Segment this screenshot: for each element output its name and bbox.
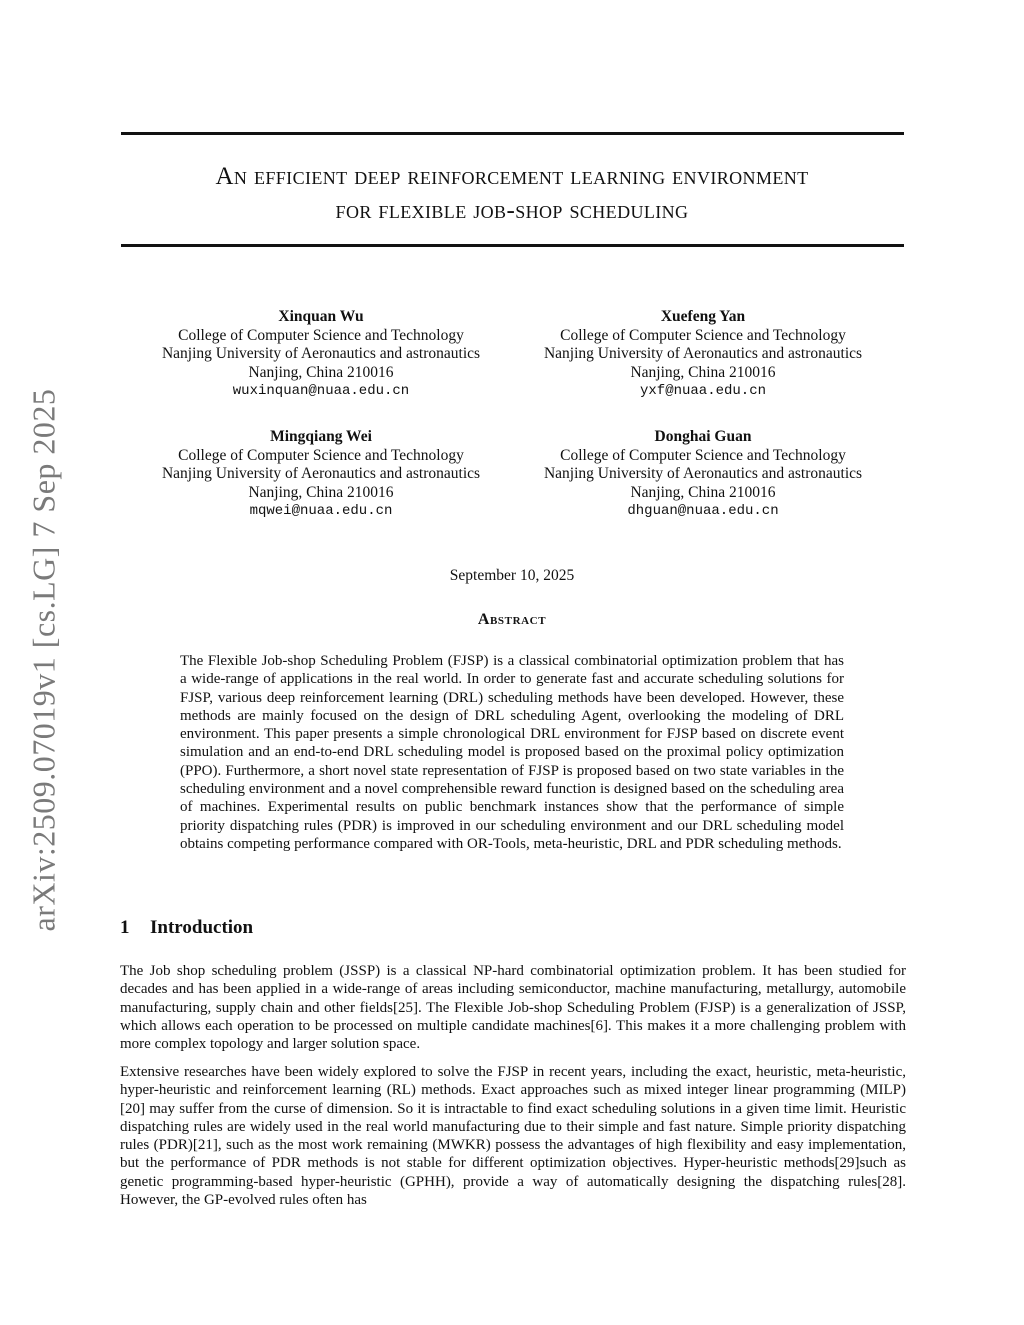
section-number: 1 [120, 917, 130, 938]
author-name: Xuefeng Yan [660, 308, 746, 325]
author-email[interactable]: wuxinquan@nuaa.edu.cn [232, 383, 410, 399]
author-university: Nanjing University of Aeronautics and astronautics [161, 345, 481, 362]
abstract-heading: Abstract [477, 611, 547, 628]
paper-title-line-2: for flexible job-shop scheduling [335, 197, 689, 224]
author-university: Nanjing University of Aeronautics and astronautics [161, 465, 481, 482]
author-block-2 [518, 308, 888, 401]
abstract-text: The Flexible Job-shop Scheduling Problem (FJSP) is a classical combinatorial optimization problem that has a wide-range of applications in the real world. In order to generate fast and accurate scheduling solutions for FJSP, various deep reinforcement learning (DRL) scheduling methods have been developed. However, these methods are mainly focused on the design of DRL scheduling Agent, overlooking the modeling of DRL environment. This paper presents a simple chronological DRL environment for FJSP based on discrete event simulation and an end-to-end DRL scheduling model is proposed based on the proximal policy optimization (PPO). Furthermore, a short novel state representation of FJSP is proposed based on two state variables in the scheduling environment and a novel comprehensible reward function is designed based on the scheduling area of machines. Experimental results on public benchmark instances show that the performance of simple priority dispatching rules (PDR) is improved in our scheduling environment and our DRL scheduling model obtains competing performance compared with OR-Tools, meta-heuristic, DRL and PDR scheduling methods. [180, 653, 844, 852]
author-email[interactable]: dhguan@nuaa.edu.cn [627, 503, 779, 519]
author-department: College of Computer Science and Technology [178, 446, 464, 464]
author-email[interactable]: yxf@nuaa.edu.cn [639, 383, 767, 399]
author-university: Nanjing University of Aeronautics and astronautics [543, 465, 863, 482]
author-name: Mingqiang Wei [270, 428, 372, 445]
paper-title [110, 160, 914, 228]
title-bottom-rule [121, 244, 904, 247]
author-name: Donghai Guan [654, 428, 752, 445]
author-block-3 [136, 428, 506, 521]
section-title: Introduction [150, 917, 254, 938]
author-city: Nanjing, China 210016 [248, 363, 394, 381]
author-city: Nanjing, China 210016 [630, 483, 776, 501]
paragraph: Extensive researches have been widely explored to solve the FJSP in recent years, including the exact, heuristic, meta-heuristic, hyper-heuristic and reinforcement learning (RL) methods. Exact approaches such as mixed integer linear programming (MILP) [20] may suffer from the curse of dimension. So it is intractable to find exact scheduling solutions in a given time limit. Heuristic dispatching rules are widely used in the real world manufacturing due to their simple and fast nature. Simple priority dispatching rules (PDR)[21], such as the most work remaining (MWKR) possess the advantages of high flexibility and easy implementation, but the performance of PDR methods is not stable for different optimization objectives. Hyper-heuristic methods[29]such as genetic programming-based hyper-heuristic (GPHH), provide a way of automatically designing the dispatching rules[28]. However, the GP-evolved rules often has [120, 1064, 906, 1209]
paragraph: The Job shop scheduling problem (JSSP) is a classical NP-hard combinatorial optimization problem. It has been studied for decades and has been applied in a wide-range of areas including semiconductor, machine manufacturing, metallurgy, automobile manufacturing, supply chain and other fields[25]. The Flexible Job-shop Scheduling Problem (FJSP) is a generalization of JSSP, which allows each operation to be processed on multiple candidate machines[6]. This makes it a more challenging problem with more complex topology and larger solution space. [120, 963, 906, 1053]
author-department: College of Computer Science and Technology [560, 446, 846, 464]
author-email[interactable]: mqwei@nuaa.edu.cn [249, 503, 393, 519]
arxiv-identifier-stamp: arXiv:2509.07019v1 [cs.LG] 7 Sep 2025 [25, 388, 62, 932]
author-university: Nanjing University of Aeronautics and astronautics [543, 345, 863, 362]
title-top-rule [121, 132, 904, 135]
author-city: Nanjing, China 210016 [248, 483, 394, 501]
author-block-1 [136, 308, 506, 401]
publication-date: September 10, 2025 [449, 567, 575, 584]
author-block-4 [518, 428, 888, 521]
author-department: College of Computer Science and Technology [178, 326, 464, 344]
author-department: College of Computer Science and Technology [560, 326, 846, 344]
paper-title-line-1: An efficient deep reinforcement learning environment [215, 163, 809, 190]
section-heading-introduction [120, 917, 253, 939]
author-name: Xinquan Wu [278, 308, 364, 325]
author-city: Nanjing, China 210016 [630, 363, 776, 381]
